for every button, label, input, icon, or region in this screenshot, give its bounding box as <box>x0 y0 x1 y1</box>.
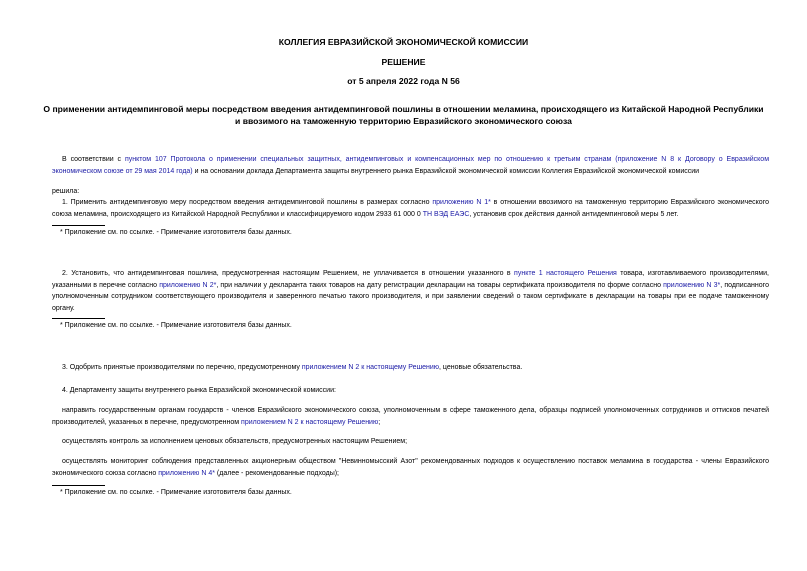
item-1-text-c: , установив срок действия данной антидемпинговой меры 5 лет. <box>469 210 679 218</box>
item-4b: осуществлять контроль за исполнением ценовых обязательств, предусмотренных настоящим Решением; <box>62 438 408 445</box>
item-4a <box>52 405 769 428</box>
header-date: от 5 апреля 2022 года N 56 <box>347 76 460 86</box>
header-doc-type: РЕШЕНИЕ <box>381 57 426 67</box>
item-3-text-a: 3. Одобрить принятые производителями по перечню, предусмотренному <box>62 364 302 371</box>
item-4c <box>52 456 769 479</box>
item-1-text-a: 1. Применить антидемпинговую меру посредством введения антидемпинговой пошлины в размерах согласно <box>62 199 433 206</box>
footnote-2: * Приложение см. по ссылке. - Примечание изготовителя базы данных. <box>60 322 292 329</box>
link-protocol-item-107[interactable]: пунктом 107 Протокола о применении специальных защитных, антидемпинговых и компенсационных мер по отношению к третьим странам (приложение N 8 к Договору о Евразийском экономическом союзе от 29 мая 2014 года) <box>52 156 770 175</box>
document-title: О применении антидемпинговой меры посредством введения антидемпинговой пошлины в отношении меламина, происходящего из Китайской Народной Республики и ввозимого на таможенную территорию Евразийского экономического союза <box>43 104 764 126</box>
footnote-1: * Приложение см. по ссылке. - Примечание изготовителя базы данных. <box>60 229 292 236</box>
footnote-rule-1 <box>52 225 105 226</box>
item-4a-text-a: направить государственным органам государств - членов Евразийского экономического союза, уполномоченным в сфере таможенного дела, образцы подписей уполномоченных сотрудников и оттисков печатей производителей, указанных в перечне, предусмотренном <box>52 407 769 426</box>
link-appendix-3[interactable]: приложению N 3* <box>663 281 721 289</box>
item-2-text-c: , при наличии у декларанта таких товаров на дату регистрации декларации на товары сертификата производителя по форме согласно <box>216 281 664 289</box>
link-tn-ved[interactable]: ТН ВЭД ЕАЭС <box>422 210 470 218</box>
item-4a-text-b: ; <box>378 418 381 426</box>
link-appendix-2[interactable]: приложению N 2* <box>159 281 217 289</box>
preamble-text-2: и на основании доклада Департамента защиты внутреннего рынка Евразийской экономической комиссии Коллегия Евразийской экономической комиссии <box>192 167 700 175</box>
item-4: 4. Департаменту защиты внутреннего рынка Евразийской экономической комиссии: <box>62 387 336 394</box>
decided-label: решила: <box>52 188 80 195</box>
item-4c-text-a: осуществлять мониторинг соблюдения представленных акционерным обществом "Невинномысский Азот" рекомендованных подходов к осуществлению поставок меламина в государства - члены Евразийского экономического союза согласно <box>52 458 769 477</box>
preamble-text-1: В соответствии с <box>62 156 125 163</box>
footnote-rule-2 <box>52 318 105 319</box>
link-appendix-2-decision-b[interactable]: приложением N 2 к настоящему Решению <box>241 418 379 426</box>
item-1-text-b: в отношении ввозимого на таможенную территорию Евразийского экономического союза меламина, происходящего из Китайской Народной Республики и классифицируемого кодом 2933 61 000 0 <box>52 199 769 218</box>
footnote-rule-3 <box>52 485 105 486</box>
link-appendix-2-decision-a[interactable]: приложением N 2 к настоящему Решению <box>301 364 440 371</box>
item-1 <box>52 197 769 220</box>
item-4c-text-b: (далее - рекомендованные подходы); <box>214 469 339 477</box>
item-3 <box>52 362 769 374</box>
item-2-text-b: товара, изготавливаемого производителями, указанными в перечне согласно <box>52 270 769 289</box>
link-appendix-4[interactable]: приложению N 4* <box>158 469 215 477</box>
item-2 <box>52 268 769 314</box>
header-org: КОЛЛЕГИЯ ЕВРАЗИЙСКОЙ ЭКОНОМИЧЕСКОЙ КОМИССИИ <box>278 37 529 47</box>
footnote-3: * Приложение см. по ссылке. - Примечание изготовителя базы данных. <box>60 489 292 496</box>
item-2-text-a: 2. Установить, что антидемпинговая пошлина, предусмотренная настоящим Решением, не уплачивается в отношении указанного в <box>62 270 515 277</box>
link-item-1-decision[interactable]: пункте 1 настоящего Решения <box>514 270 617 277</box>
preamble <box>52 154 769 177</box>
item-2-text-d: , подписанного уполномоченным сотрудником соответствующего производителя и заверенного печатью такого производителя, и при заявлении сведений о таком сертификате в декларации на товары при ее подаче таможенному органу. <box>52 281 769 312</box>
item-3-text-b: , ценовые обязательства. <box>439 364 523 371</box>
link-appendix-1[interactable]: приложению N 1* <box>432 199 491 206</box>
